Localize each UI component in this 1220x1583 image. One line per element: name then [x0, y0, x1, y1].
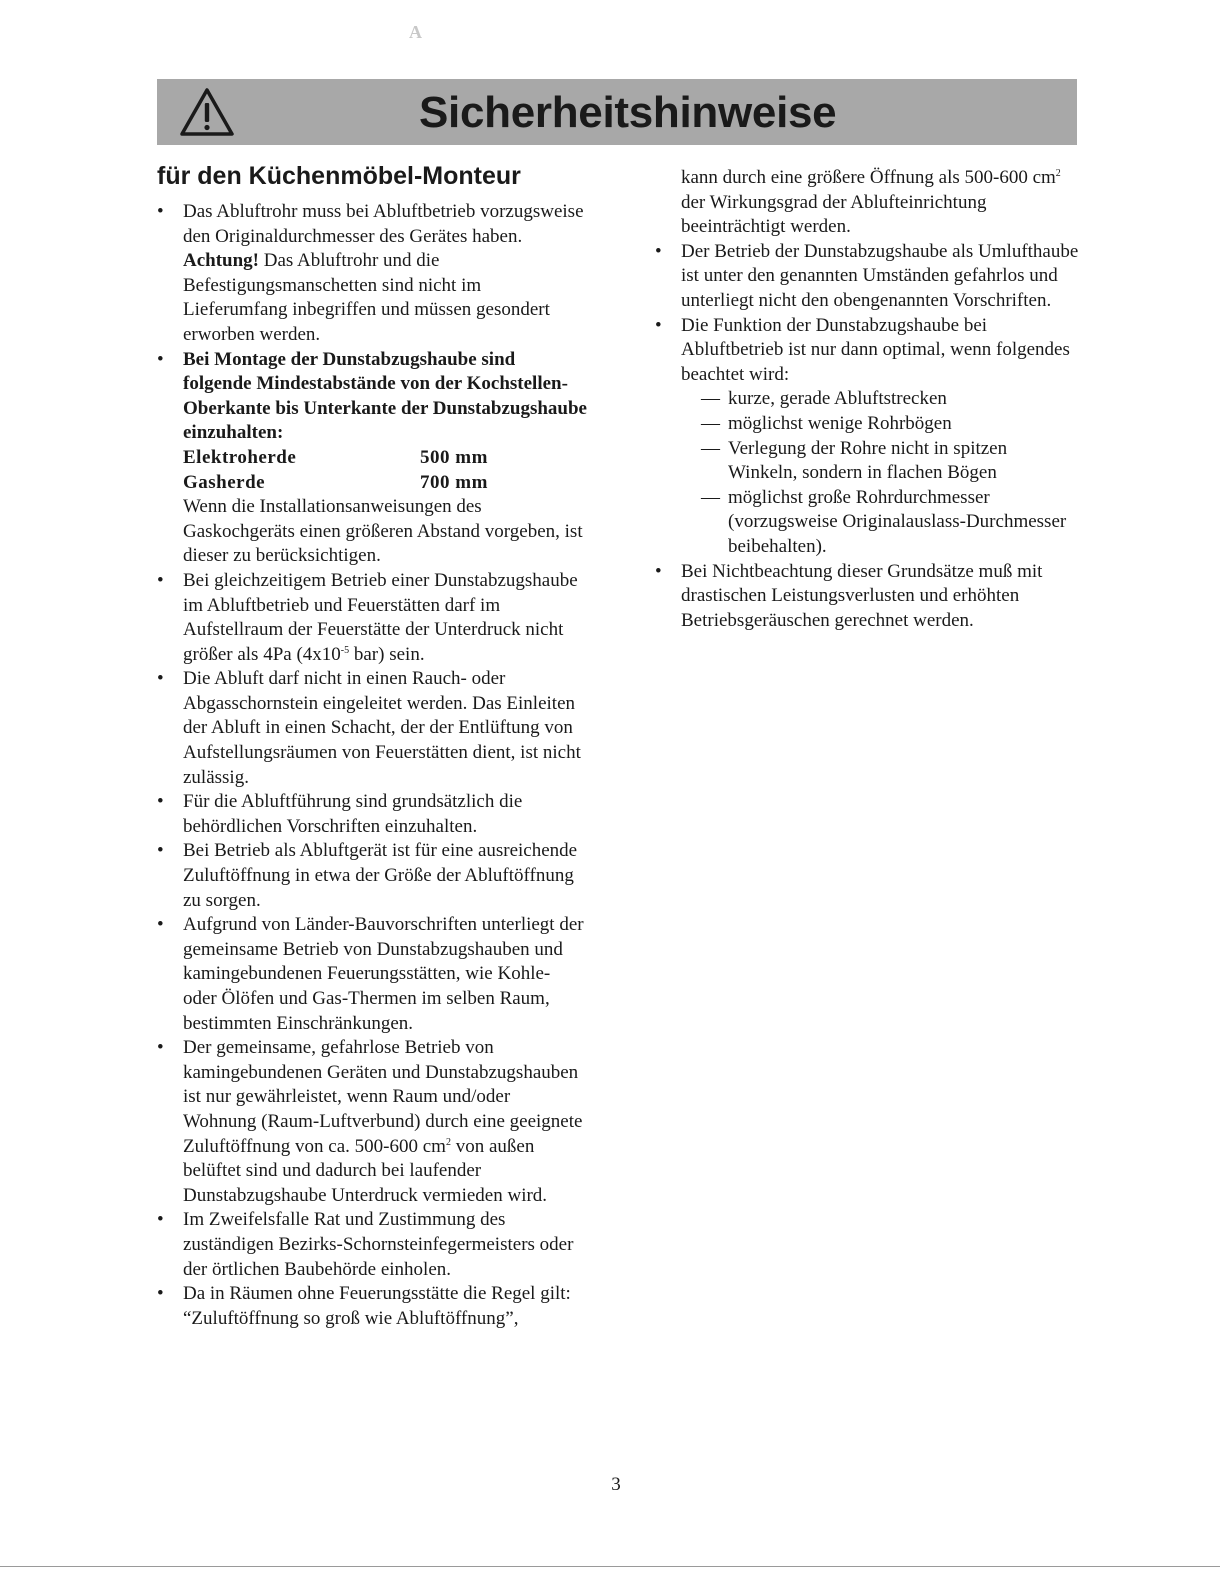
list-item-text: Da in Räumen ohne Feuerungsstätte die Regel gilt: “Zuluftöffnung so groß wie Abluftöffnung”, — [183, 1283, 571, 1329]
superscript: 2 — [1055, 168, 1061, 179]
bullet-mark: • — [157, 791, 164, 813]
list-item-bold-text: Bei Montage der Dunstabzugshaube sind folgende Mindestabstände von der Kochstellen-Oberkante bis Unterkante der Dunstabzugshaube einzuhalten: — [183, 348, 587, 444]
corner-mark: A — [409, 22, 422, 42]
list-item-text: bar) sein. — [349, 643, 425, 665]
list-item-text: Die Abluft darf nicht in einen Rauch- oder Abgasschornstein eingeleitet werden. Das Einleiten der Abluft in einen Schacht, der der Entlüftung von Aufstellungsräumen von Feuerstätten dient, ist nicht zulässig. — [183, 668, 581, 788]
spec-value: 500 mm — [420, 446, 488, 468]
dash-item — [701, 437, 1080, 486]
list-item-text: kann durch eine größere Öffnung als 500-600 cm — [681, 167, 1056, 188]
list-item-text: Die Funktion der Dunstabzugshaube bei Abluftbetrieb ist nur dann optimal, wenn folgendes beachtet wird: — [681, 314, 1070, 385]
list-item-text: Bei Nichtbeachtung dieser Grundsätze muß mit drastischen Leistungsverlusten und erhöhten Betriebsgeräuschen gerechnet werden. — [681, 560, 1043, 631]
bullet-mark: • — [157, 201, 164, 222]
spec-row — [183, 446, 587, 471]
list-item — [157, 839, 587, 913]
bottom-rule — [0, 1566, 1220, 1567]
bullet-mark: • — [157, 1037, 164, 1059]
dash-item-text: möglichst große Rohrdurchmesser (vorzugsweise Originalauslass-Durchmesser beibehalten). — [728, 486, 1067, 557]
dash-mark: — — [701, 437, 720, 459]
list-item-text: Bei Betrieb als Abluftgerät ist für eine ausreichende — [183, 840, 578, 862]
dash-item-text: Verlegung der Rohre nicht in spitzen Winkeln, sondern in flachen Bögen — [728, 437, 1008, 484]
bullet-mark: • — [157, 1283, 164, 1305]
list-item — [655, 560, 1080, 634]
dash-list — [681, 387, 1080, 559]
bullet-mark: • — [157, 668, 164, 690]
bullet-mark: • — [655, 240, 662, 262]
bullet-mark: • — [157, 1209, 164, 1231]
spec-label: Elektroherde — [183, 446, 297, 468]
spec-value: 700 mm — [420, 471, 488, 493]
list-item-text: Der gemeinsame, gefahrlose Betrieb von kamingebundenen Geräten und Dunstabzugshauben ist nur gewährleistet, wenn Raum und/oder Wohnung (Raum-Luftverbund) durch eine geeignete Zuluftöffnung von ca. 500-600 cm — [183, 1037, 583, 1157]
page-title: Sicherheitshinweise — [419, 88, 837, 137]
dash-mark: — — [701, 412, 720, 434]
list-item-text: Zuluftöffnung in etwa der Größe der Abluftöffnung zu sorgen. — [183, 865, 574, 911]
bullet-mark: • — [655, 560, 662, 582]
list-item — [157, 569, 587, 667]
bullet-mark: • — [157, 914, 164, 936]
page-number: 3 — [611, 1474, 621, 1495]
bullet-mark: • — [157, 348, 164, 370]
dash-item — [701, 486, 1080, 560]
list-item-text: Wenn die Installationsanweisungen des Gaskochgeräts einen größeren Abstand vorgeben, ist dieser zu berücksichtigen. — [183, 496, 583, 567]
list-item-text: Das Abluftrohr muss bei Abluftbetrieb vorzugsweise den Originaldurchmesser des Gerätes haben. — [183, 201, 584, 247]
dash-item — [701, 412, 1080, 437]
list-item — [157, 667, 587, 790]
list-item — [157, 200, 587, 348]
dash-mark: — — [701, 486, 720, 508]
safety-list — [655, 240, 1080, 634]
attention-label: Achtung! — [183, 250, 260, 272]
list-item-text: Aufgrund von Länder-Bauvorschriften unterliegt der gemeinsame Betrieb von Dunstabzugshauben und kamingebundenen Feuerungsstätten, wie Kohle- oder Ölöfen und Gas-Thermen im selben Raum, bestimmten Einschränkungen. — [183, 914, 584, 1034]
list-item — [157, 1208, 587, 1282]
dash-item-text: kurze, gerade Abluftstrecken — [728, 388, 947, 410]
superscript: 2 — [445, 1136, 451, 1148]
attention-text: Das Abluftrohr und die Befestigungsmanschetten sind nicht im Lieferumfang inbegriffen und müssen gesondert erworben werden. — [183, 250, 550, 345]
section-banner — [157, 79, 1077, 145]
list-item — [157, 1036, 587, 1208]
list-item — [157, 790, 587, 839]
list-item — [655, 314, 1080, 560]
section-subheading: für den Küchenmöbel-Monteur — [157, 162, 521, 190]
list-item-text: von außen belüftet sind und dadurch bei laufender Dunstabzugshaube Unterdruck vermieden wird. — [183, 1135, 548, 1206]
list-item-text: Bei gleichzeitigem Betrieb einer Dunstabzugshaube im Abluftbetrieb und Feuerstätten darf im Aufstellraum der Feuerstätte der Unterdruck nicht größer als 4Pa (4x10 — [183, 569, 578, 665]
superscript: -5 — [340, 644, 350, 656]
dash-item — [701, 387, 1080, 412]
list-item — [157, 913, 587, 1036]
list-item-text: Im Zweifelsfalle Rat und Zustimmung des zuständigen Bezirks-Schornsteinfegermeisters oder der örtlichen Baubehörde einholen. — [183, 1209, 574, 1280]
left-column — [157, 160, 587, 1331]
dash-mark: — — [701, 388, 720, 410]
bullet-mark: • — [157, 840, 164, 862]
right-column — [655, 166, 1080, 633]
list-item — [157, 1282, 587, 1331]
spec-label: Gasherde — [183, 471, 266, 493]
list-item-text: Der Betrieb der Dunstabzugshaube als Umlufthaube ist unter den genannten Umständen gefahrlos und unterliegt nicht den obengenannten Vorschriften. — [681, 240, 1079, 311]
bullet-mark: • — [655, 314, 662, 336]
spec-row — [183, 471, 587, 496]
dash-item-text: möglichst wenige Rohrbögen — [728, 412, 952, 434]
list-item — [655, 240, 1080, 314]
list-item-text: Für die Abluftführung sind grundsätzlich die behördlichen Vorschriften einzuhalten. — [183, 791, 523, 837]
bullet-mark: • — [157, 569, 164, 591]
warning-triangle-icon — [179, 86, 235, 138]
continued-text — [655, 166, 1080, 240]
safety-list — [157, 200, 587, 1331]
list-item — [157, 348, 587, 569]
list-item-text: der Wirkungsgrad der Ablufteinrichtung beeinträchtigt werden. — [681, 191, 987, 238]
